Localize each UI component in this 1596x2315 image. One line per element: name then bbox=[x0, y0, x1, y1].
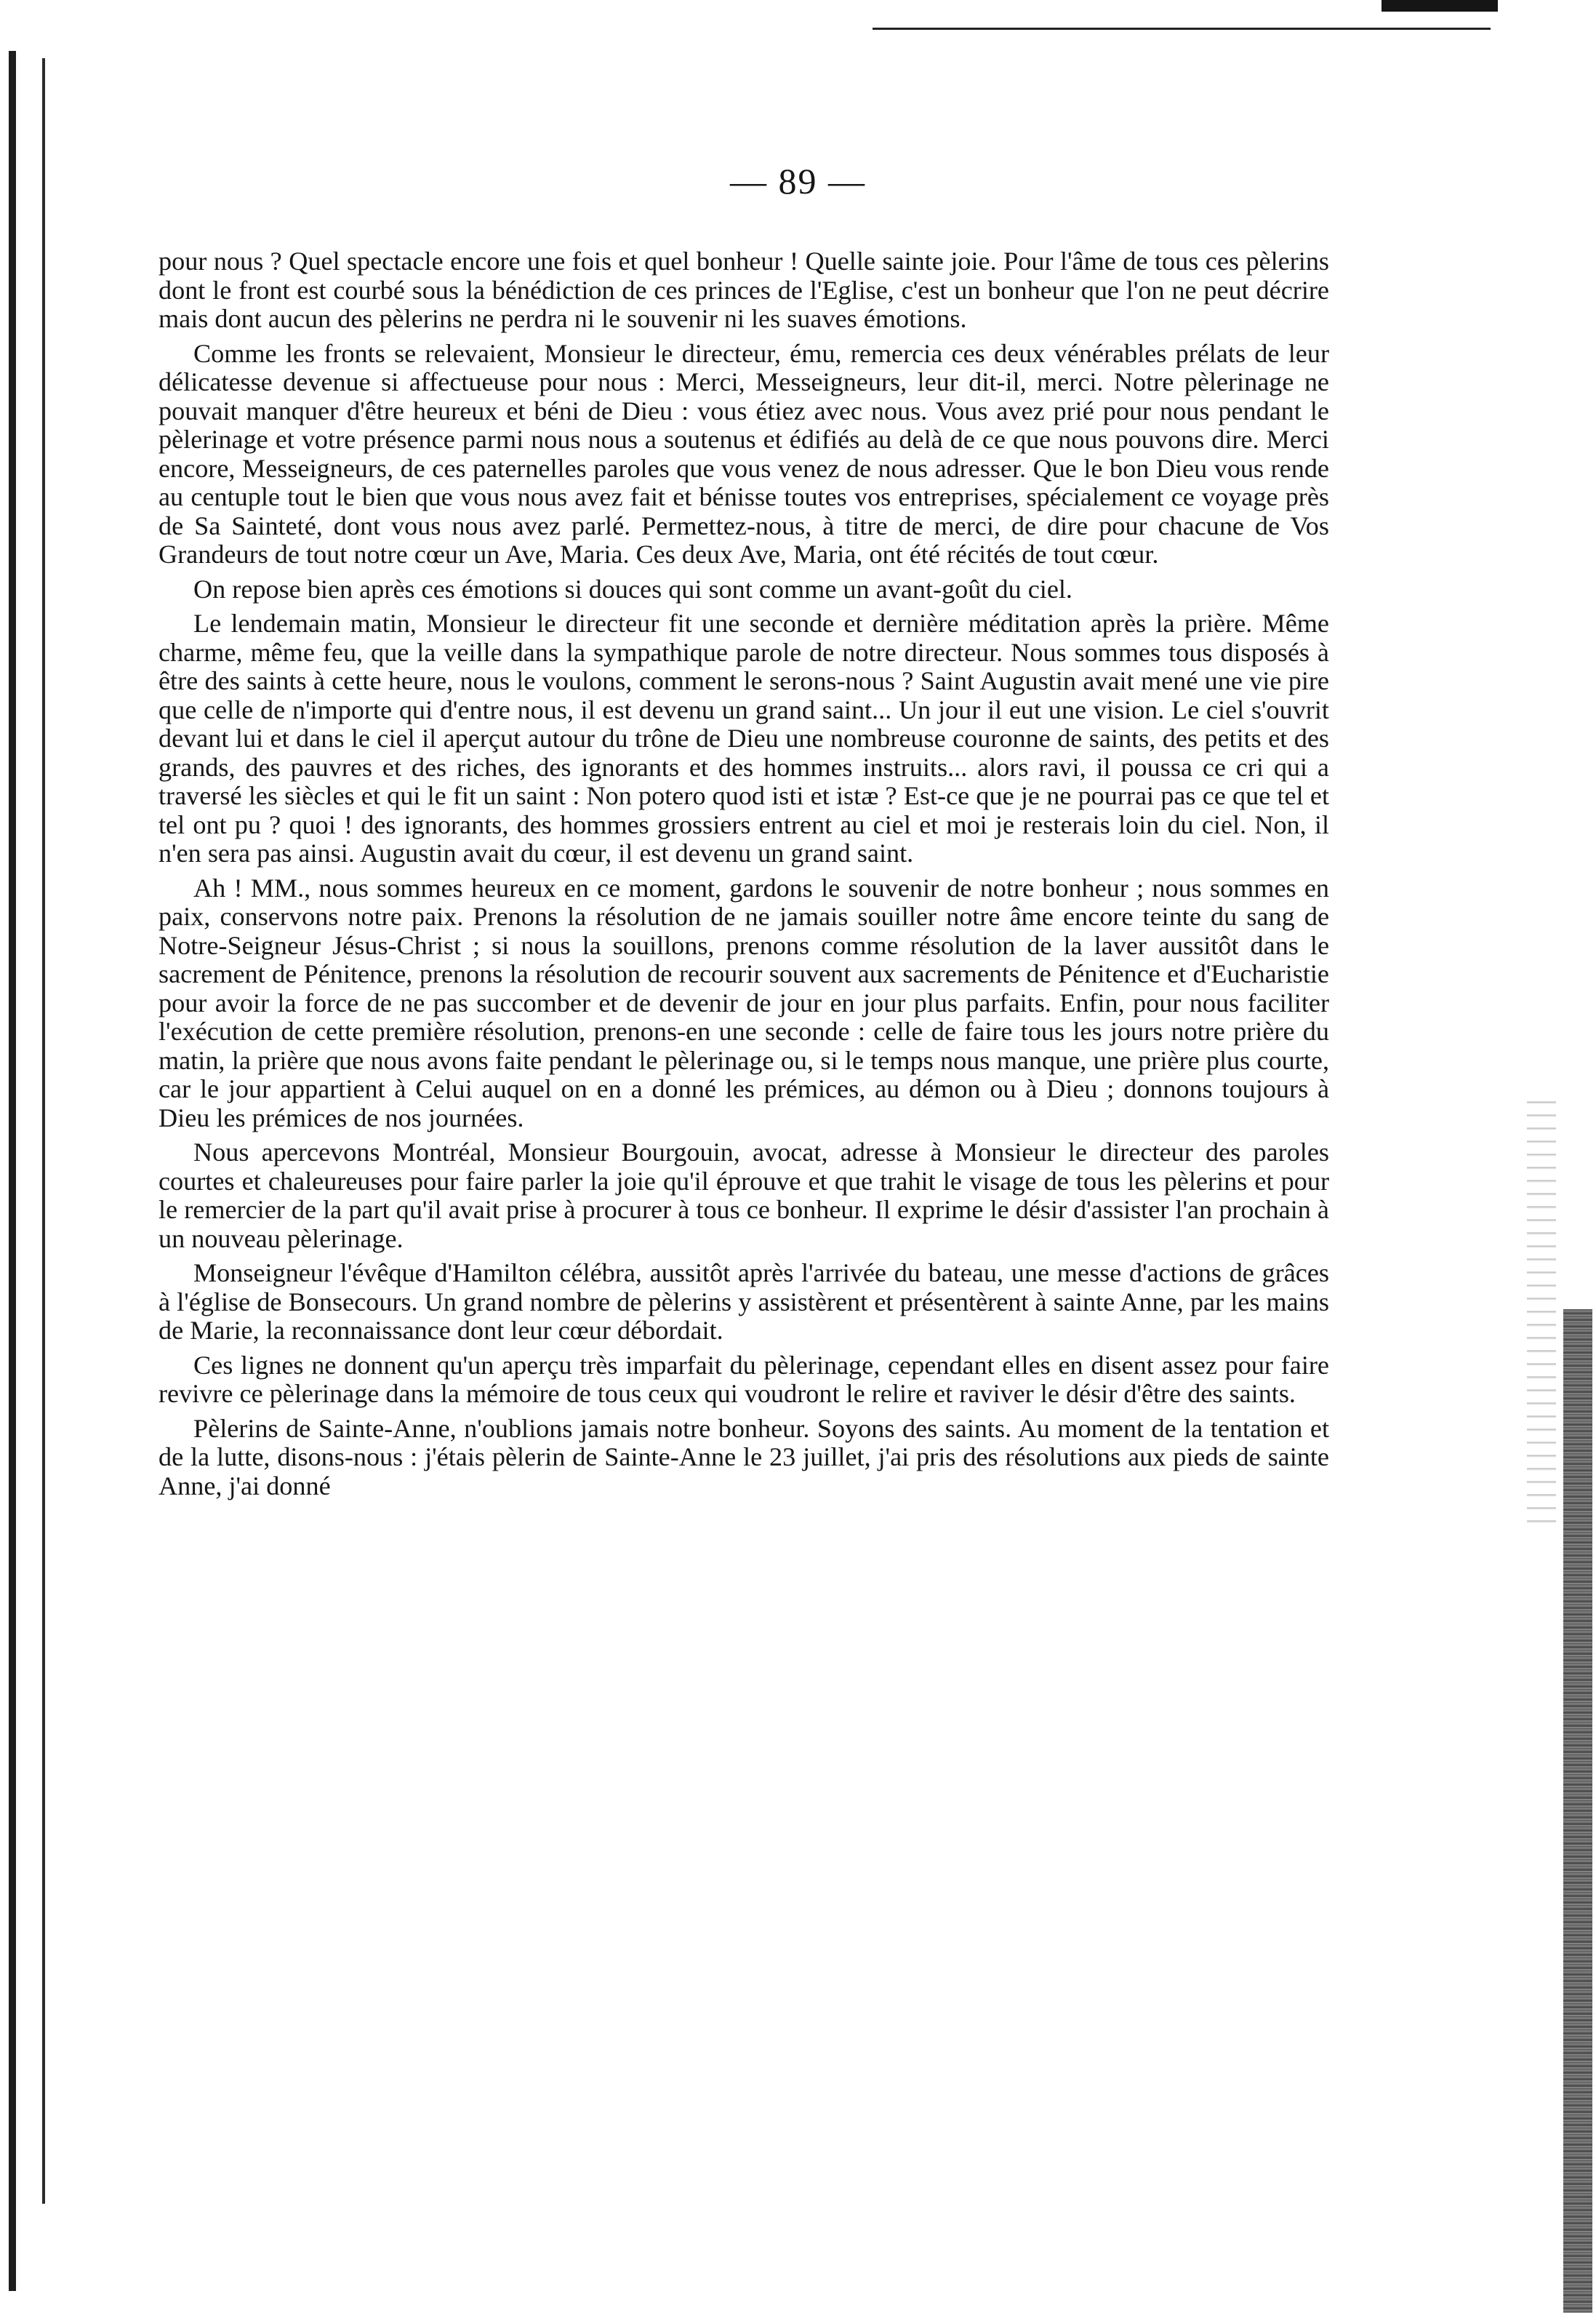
paragraph: Ces lignes ne donnent qu'un aperçu très imparfait du pèlerinage, cependant elles en disent assez pour faire revivre ce pèlerinage dans la mémoire de tous ceux qui voudront le relire et raviver le désir d'être des saints. bbox=[159, 1350, 1329, 1408]
paragraph: Nous apercevons Montréal, Monsieur Bourgouin, avocat, adresse à Monsieur le directeur des paroles courtes et chaleureuses pour faire parler la joie qu'il éprouve et que trahit le visage de tous les pèlerins et pour le remercier de la part qu'il avait prise à procurer à tous ce bonheur. Il exprime le désir d'assister l'an prochain à un nouveau pèlerinage. bbox=[159, 1137, 1329, 1253]
paragraph: Comme les fronts se relevaient, Monsieur le directeur, ému, remercia ces deux vénérables prélats de leur délicatesse devenue si affectueuse pour nous : Merci, Messeigneurs, leur dit-il, merci. Notre pèlerinage ne pouvait manquer d'être heureux et béni de Dieu : vous étiez avec nous. Vous avez prié pour nous pendant le pèlerinage et votre présence parmi nous nous a soutenus et édifiés au delà de ce que nous pouvons dire. Merci encore, Messeigneurs, de ces paternelles paroles que vous venez de nous adresser. Que le bon Dieu vous rende au centuple tout le bien que vous nous avez fait et bénisse toutes vos entreprises, spécialement ce voyage près de Sa Sainteté, dont vous nous avez parlé. Permettez-nous, à titre de merci, de dire pour chacune de Vos Grandeurs de tout notre cœur un Ave, Maria. Ces deux Ave, Maria, ont été récités de tout cœur. bbox=[159, 338, 1329, 569]
scan-left-rule bbox=[42, 58, 45, 2204]
paragraph: On repose bien après ces émotions si douces qui sont comme un avant-goût du ciel. bbox=[193, 574, 1072, 604]
scan-right-edge bbox=[1563, 1309, 1592, 2313]
paragraph: Le lendemain matin, Monsieur le directeur fit une seconde et dernière méditation après la prière. Même charme, même feu, que la veille dans la sympathique parole de notre directeur. Nous sommes tous disposés à être des saints à cette heure, nous le voulons, comment le serons-nous ? Saint Augustin avait mené une vie pire que celle de n'importe qui d'entre nous, il est devenu un grand saint... Un jour il eut une vision. Le ciel s'ouvrit devant lui et dans le ciel il aperçut autour du trône de Dieu une nombreuse couronne de saints, des petits et des grands, des pauvres et des riches, des ignorants et des hommes instruits... alors ravi, il poussa ce cri qui a traversé les siècles et qui le fit un saint : Non potero quod isti et istæ ? Est-ce que je ne pourrai pas ce que tel et tel ont pu ? quoi ! des ignorants, des hommes grossiers entrent au ciel et moi je resterais loin du ciel. Non, il n'en sera pas ainsi. Augustin avait du cœur, il est devenu un grand saint. bbox=[159, 609, 1329, 868]
page-number: — 89 — bbox=[730, 161, 866, 201]
paragraph: Pèlerins de Sainte-Anne, n'oublions jamais notre bonheur. Soyons des saints. Au moment de la tentation et de la lutte, disons-nous : j'étais pèlerin de Sainte-Anne le 23 juillet, j'ai pris des résolutions aux pieds de sainte Anne, j'ai donné bbox=[159, 1413, 1329, 1500]
page-text bbox=[159, 247, 1329, 1506]
scan-left-edge bbox=[9, 51, 16, 2291]
scan-right-specks bbox=[1527, 1091, 1556, 1527]
paragraph: pour nous ? Quel spectacle encore une fois et quel bonheur ! Quelle sainte joie. Pour l'âme de tous ces pèlerins dont le front est courbé sous la bénédiction de ces princes de l'Eglise, c'est un bonheur que l'on ne peut décrire mais dont aucun des pèlerins ne perdra ni le souvenir ni les suaves émotions. bbox=[159, 247, 1329, 333]
scan-top-rule bbox=[873, 28, 1491, 30]
scan-top-mark bbox=[1382, 0, 1498, 12]
paragraph: Monseigneur l'évêque d'Hamilton célébra, aussitôt après l'arrivée du bateau, une messe d'actions de grâces à l'église de Bonsecours. Un grand nombre de pèlerins y assistèrent et présentèrent à sainte Anne, par les mains de Marie, la reconnaissance dont leur cœur débordait. bbox=[159, 1258, 1329, 1345]
paragraph: Ah ! MM., nous sommes heureux en ce moment, gardons le souvenir de notre bonheur ; nous sommes en paix, conservons notre paix. Prenons la résolution de ne jamais souiller notre âme encore teinte du sang de Notre-Seigneur Jésus-Christ ; si nous la souillons, prenons comme résolution de la laver aussitôt dans le sacrement de Pénitence, prenons la résolution de recourir souvent aux sacrements de Pénitence et d'Eucharistie pour avoir la force de ne pas succomber et de devenir de jour en jour plus parfaits. Enfin, pour nous faciliter l'exécution de cette première résolution, prenons-en une seconde : celle de faire tous les jours notre prière du matin, la prière que nous avons faite pendant le pèlerinage ou, si le temps nous manque, une prière plus courte, car le jour appartient à Celui auquel on en a donné les prémices, au démon ou à Dieu ; donnons toujours à Dieu les prémices de nos journées. bbox=[159, 873, 1329, 1132]
